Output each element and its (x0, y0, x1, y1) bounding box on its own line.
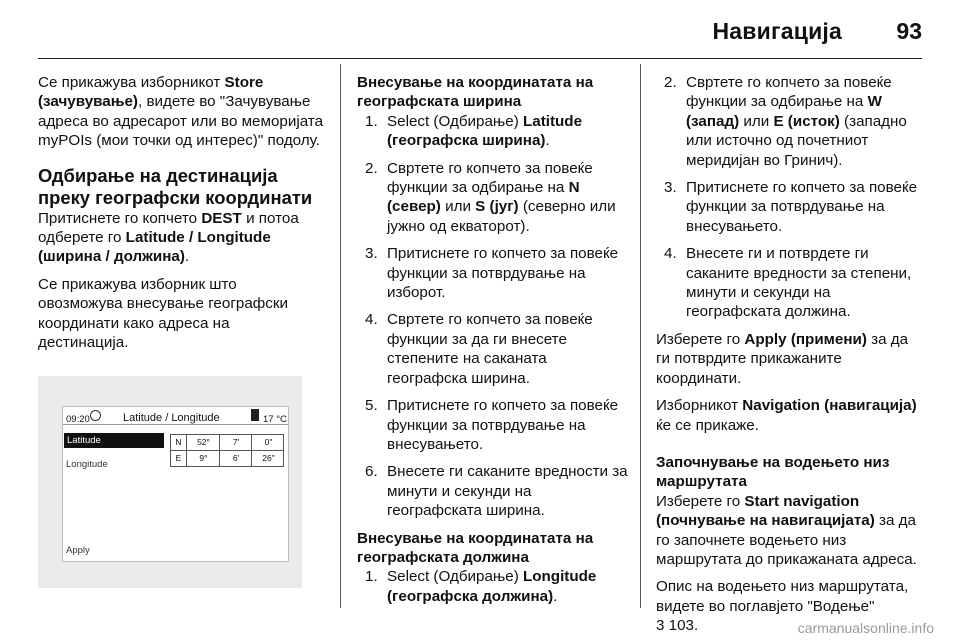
coordinate-seconds[interactable]: 0" (251, 435, 285, 450)
start-paragraph (656, 492, 924, 570)
instruction-paragraph (38, 209, 324, 267)
intro-paragraph (38, 73, 324, 151)
text-run: Притиснете го копчето за повеќе функции за потврдување на изборот. (387, 245, 619, 302)
text-run: , видете во "Зачувување адреса во адресарот или во меморијата myPOIs (мои точки од интерес)" подолу. (38, 93, 324, 150)
bold-term: Apply (примени) (744, 330, 867, 348)
section-heading-coordinates: Одбирање на дестинација преку географски координати (38, 164, 313, 208)
coordinate-row (170, 434, 284, 450)
text-run: за да го започнете водењето низ маршрутата до прикажаната адреса. (656, 512, 917, 568)
subheading-latitude: Внесување на координатата на географската ширина (357, 74, 594, 111)
page-title: Навигација (712, 18, 842, 44)
list-item: 4. Свртете го копчето за повеќе функции за да ги внесете степените на сакaната географска ширина. (365, 311, 593, 387)
description-paragraph: Се прикажува изборник што овозможува внесување географски координати како адреса на дестинација. (38, 275, 288, 352)
text-run: Се прикажува изборникот (38, 74, 225, 91)
step-text (387, 245, 618, 301)
step-text (387, 113, 582, 149)
screen-status-bar (63, 407, 288, 425)
screen-title: Latitude / Longitude (123, 412, 220, 425)
text-run: или (440, 198, 476, 216)
coordinate-minutes[interactable]: 6' (219, 451, 252, 466)
step-text (686, 245, 911, 320)
clock-icon (90, 410, 101, 421)
watermark: carmanualsonline.info (797, 620, 934, 636)
clock-time: 09:20 (66, 414, 90, 426)
text-run: (северно или јужно од екваторот). (387, 198, 616, 235)
column-2 (357, 73, 629, 614)
bold-term: Navigation (навигација) (742, 397, 917, 415)
list-item: 1. Select (Одбирање) Latitude (географска ширина). (365, 112, 583, 150)
bold-term: Store (зачувување) (38, 74, 264, 111)
text-run: Внесете ги сакaните вредности за минути и секунди на географската ширина. (387, 463, 628, 520)
text-run: Притиснете го копчето за повеќе функции за потврдување на внесувањето. (686, 179, 918, 235)
subheading-start-guidance: Започнување на водењето низ маршрутата (656, 453, 890, 491)
list-item: 6. Внесете ги сакaните вредности за минути и секунди на географската ширина. (365, 463, 628, 520)
text-run: Свртете го копчето за повеќе функции за одбирање на (686, 74, 892, 111)
coordinate-minutes[interactable]: 7' (219, 435, 252, 450)
coordinate-direction[interactable]: E (175, 453, 182, 464)
longitude-steps-continued (656, 73, 924, 322)
apply-paragraph (656, 330, 924, 388)
coordinate-direction[interactable]: N (175, 437, 182, 448)
coordinate-degrees[interactable]: 52° (186, 435, 220, 450)
bold-term: E (исток) (773, 112, 840, 130)
text-run: Изборникот (656, 397, 743, 415)
list-item: 3. Притиснете го копчето за повеќе функции за потврдување на изборот. (365, 245, 619, 302)
thermometer-icon (251, 409, 259, 421)
bold-term: Longitude (географска должина) (387, 568, 597, 605)
description-paragraph: Опис на водењето низ маршрутата, видете во поглавјето "Водење" (656, 578, 909, 615)
bold-term: DEST (201, 209, 242, 227)
step-text (686, 179, 917, 235)
navigation-paragraph (656, 396, 924, 435)
list-item: 2. Свртете го копчето за повеќе функции за одбирање на W (запад) или E (исток) (западно или источно од почетниот меридијан во Гринич). (664, 74, 907, 169)
temperature: 17 °C (263, 414, 287, 426)
list-item: 1. Select (Одбирање) Longitude (географска должина). (365, 568, 597, 605)
bold-term: Start navigation (почнување на навигацијата) (656, 492, 875, 530)
latitude-steps (357, 112, 629, 521)
page-number: 93 (896, 18, 922, 44)
text-run: . (545, 132, 550, 150)
column-divider (640, 64, 641, 608)
text-run: Свртете го копчето за повеќе функции за одбирање на (387, 159, 593, 197)
step-text (387, 568, 596, 604)
text-run: за да ги потврдите прикажаните координати. (656, 330, 909, 387)
bold-term: Latitude (географска ширина) (387, 112, 583, 150)
coordinate-degrees[interactable]: 9° (186, 451, 220, 466)
text-run: Select (Одбирање) (387, 112, 523, 130)
step-text (387, 311, 593, 386)
text-run: . (553, 587, 558, 605)
list-item: 3. Притиснете го копчето за повеќе функции за потврдување на внесувањето. (664, 179, 918, 235)
list-item: 4. Внесете ги и потврдете ги сакaните вредности за степени, минути и секунди на географската должина. (664, 245, 912, 321)
subheading-longitude: Внесување на координатата на географската должина (357, 529, 594, 566)
text-run: Изберете го (656, 492, 745, 510)
column-3 (656, 73, 924, 636)
coordinate-seconds[interactable]: 26" (251, 451, 285, 466)
text-run: Изберете го (656, 330, 745, 348)
menu-item-longitude[interactable]: Longitude (66, 459, 108, 471)
bold-term: S (југ) (475, 198, 519, 216)
text-run: Свртете го копчето за повеќе функции за да ги внесете степените на сакaната географска ширина. (387, 311, 593, 387)
menu-item-apply[interactable]: Apply (66, 545, 90, 557)
list-item: 5. Притиснете го копчето за повеќе функции за потврдување на внесувањето. (365, 397, 619, 453)
list-item: 2. Свртете го копчето за повеќе функции за одбирање на N (север) или S (југ) (северно или јужно од екваторот). (365, 159, 616, 235)
bold-term: N (север) (387, 179, 580, 216)
page-header (0, 0, 960, 64)
step-text (387, 160, 616, 235)
text-run: Внесете ги и потврдете ги сакaните вредности за степени, минути и секунди на географската должина. (686, 245, 912, 321)
text-run: . (184, 248, 190, 266)
screenshot-figure (38, 376, 302, 588)
step-text (387, 463, 628, 519)
text-run: ќе се прикаже. (656, 416, 759, 434)
text-run: (западно или источно од почетниот меридијан во Гринич). (686, 112, 907, 169)
step-text (387, 397, 618, 453)
header-rule (38, 58, 922, 59)
bold-term: W (запад) (686, 93, 882, 130)
longitude-steps (357, 567, 629, 606)
text-run: Притиснете го копчето (38, 209, 202, 227)
coordinate-grid (170, 434, 284, 467)
menu-item-latitude[interactable]: Latitude (64, 433, 164, 448)
step-text (686, 74, 907, 169)
device-screen (62, 406, 289, 562)
text-run: или (739, 112, 774, 130)
column-divider (340, 64, 341, 608)
text-run: и потоа одберете го (38, 209, 299, 247)
page-reference-link[interactable]: 3 103. (656, 617, 699, 635)
coordinate-row (170, 450, 284, 467)
text-run: Select (Одбирање) (387, 568, 523, 586)
bold-term: Latitude / Longitude (ширина / должина) (38, 229, 271, 266)
text-run: Притиснете го копчето за повеќе функции за потврдување на внесувањето. (387, 397, 619, 453)
column-1 (38, 73, 324, 588)
